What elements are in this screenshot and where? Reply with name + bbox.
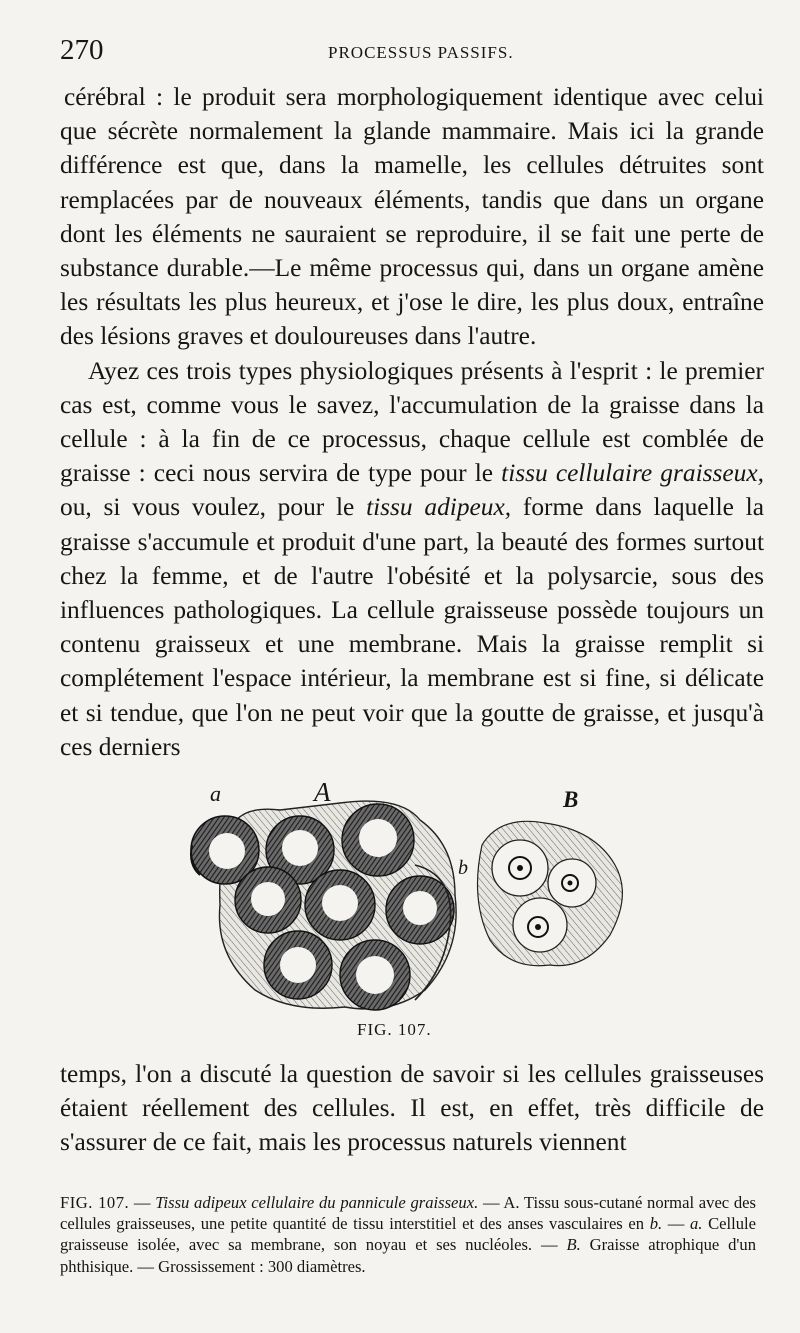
atrophic-fat-B (478, 821, 623, 965)
paragraph (60, 354, 764, 764)
paragraph: cérébral : le produit sera morphologiquement identique avec celui que sécrète normalement la glande mammaire. Mais ici la grande différence est que, dans la mamelle, les cellules détruites sont remplacées par de nouveaux éléments, tandis que dans un organe dont les éléments ne sauraient se reproduire, il se fait une perte de substance durable.—Le même processus qui, dans un organe amène les résultats les plus heureux, et j'ose le dire, les plus doux, entraîne des lésions graves et douloureuses dans l'autre. (60, 83, 764, 351)
label-A: A (314, 777, 331, 807)
caption-part-B: Graisse atrophique d'un phthisique. — Grossissement : 300 diamètres. (60, 1235, 756, 1276)
figure-107 (170, 775, 640, 1050)
caption-fig-number: FIG. 107. (60, 1193, 130, 1212)
paragraph-text: Ayez ces trois types physiologiques présents à l'esprit : le premier cas est, comme vous le savez, l'accumulation de la graisse dans la cellule : à la fin de ce processus, chaque cellule est comblée de graisse : ceci nous servira de type pour le (60, 356, 764, 488)
label-a: a (210, 781, 221, 806)
term-italic: tissu adipeux, (366, 493, 512, 522)
caption-dash: — (129, 1193, 156, 1212)
term-italic: tissu cellulaire graisseux, (501, 459, 764, 488)
caption-b-ref: b. (649, 1214, 663, 1234)
main-text (60, 80, 764, 764)
caption-separator: — (662, 1214, 690, 1234)
page-number: 270 (60, 34, 104, 66)
caption-B-ref: B. (566, 1235, 581, 1255)
label-B: B (563, 787, 579, 812)
caption-title: Tissu adipeux cellulaire du pannicule graisseux. (155, 1193, 479, 1212)
figure-number: FIG. 107. (357, 1020, 432, 1039)
paragraph: temps, l'on a discuté la question de savoir si les cellules graisseuses étaient réellement des cellules. Il est, en effet, très difficile de s'assurer de ce fait, mais les processus naturels viennent (60, 1060, 764, 1157)
caption-part-A: — A. Tissu sous-cutané normal avec des cellules graisseuses, une petite quantité de tissu interstitiel et des anses vasculaires en (60, 1193, 757, 1234)
main-text-continued (60, 1057, 764, 1160)
caption-text (60, 1192, 756, 1277)
caption-a-ref: a. (690, 1214, 703, 1234)
paragraph-text: ou, si vous voulez, pour le (60, 493, 355, 522)
page-header (60, 34, 760, 74)
label-b: b (458, 857, 468, 879)
caption-part-a: Cellule graisseuse isolée, avec sa membrane, son noyau et ses nucléoles. — (60, 1214, 757, 1255)
figure-caption (60, 1192, 756, 1277)
running-title: PROCESSUS PASSIFS. (328, 43, 514, 62)
paragraph-text: forme dans laquelle la graisse s'accumule et produit d'une part, la beauté des formes surtout chez la femme, et de l'autre l'obésité et la polysarcie, sous des influences pathologiques. La cellule graisseuse possède toujours un contenu graisseux et une membrane. Mais la graisse remplit si complétement l'espace intérieur, la membrane est si fine, si délicate et si tendue, que l'on ne peut voir que la goutte de graisse, et jusqu'à ces derniers (60, 493, 764, 761)
